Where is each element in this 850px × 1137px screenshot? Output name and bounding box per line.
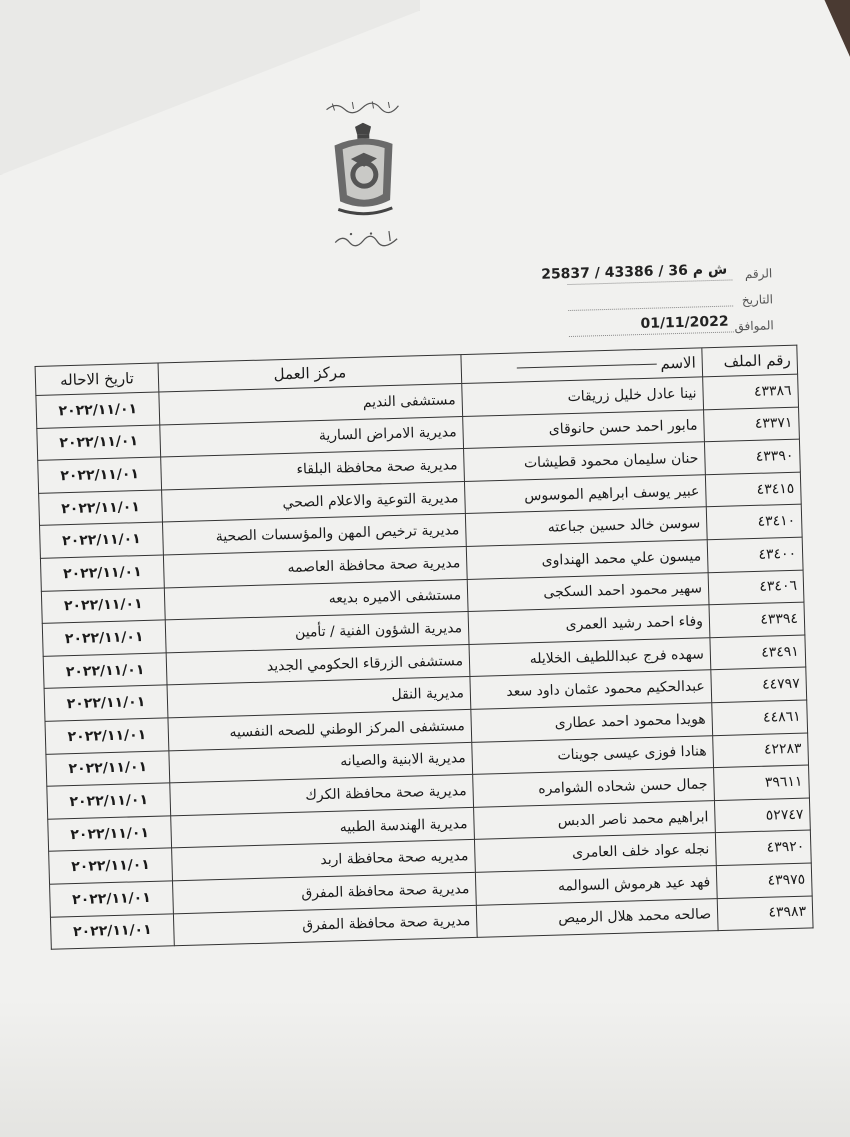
cell-file-no: ٤٣٩٧٥: [716, 863, 812, 898]
cell-file-no: ٤٣٤٩١: [710, 635, 806, 670]
letterhead: [302, 95, 426, 255]
corresponding-date-row: [553, 312, 774, 344]
cell-referral-date: ٢٠٢٢/١١/٠١: [42, 620, 166, 656]
cell-file-no: ٤٣٣٨٦: [703, 374, 799, 409]
basmala-calligraphy-icon: [322, 96, 402, 116]
cell-name: سهده فرج عبداللطيف الخلايله: [469, 637, 711, 676]
header-underline: [517, 364, 657, 369]
cell-name: عبير يوسف ابراهيم الموسوس: [464, 475, 706, 514]
reference-number-label: الرقم: [744, 266, 773, 282]
cell-file-no: ٤٣٩٨٣: [717, 895, 813, 930]
cell-referral-date: ٢٠٢٢/١١/٠١: [40, 522, 164, 558]
cell-referral-date: ٢٠٢٢/١١/٠١: [50, 881, 174, 917]
ministry-signature-calligraphy: [331, 227, 402, 251]
reference-block: [540, 260, 774, 344]
cell-referral-date: ٢٠٢٢/١١/٠١: [48, 816, 172, 852]
cell-referral-date: ٢٠٢٢/١١/٠١: [47, 783, 171, 819]
cell-work-center: مستشفى النديم: [159, 384, 463, 425]
date-label: التاريخ: [741, 292, 774, 308]
cell-referral-date: ٢٠٢٢/١١/٠١: [44, 685, 168, 721]
cell-name: نينا عادل خليل زريقات: [462, 377, 704, 416]
cell-referral-date: ٢٠٢٢/١١/٠١: [37, 425, 161, 461]
cell-work-center: مديرية الابنية والصيانه: [169, 742, 473, 783]
header-file-no: رقم الملف: [702, 345, 798, 377]
cell-file-no: ٣٩٦١١: [714, 765, 810, 800]
cell-referral-date: ٢٠٢٢/١١/٠١: [45, 718, 169, 754]
cell-file-no: ٤٣٣٧١: [704, 407, 800, 442]
cell-name: ميسون علي محمد الهنداوى: [466, 540, 708, 579]
cell-name: هنادا فوزى عيسى جوينات: [472, 735, 714, 774]
cell-work-center: مديرية التوعية والاعلام الصحي: [162, 481, 466, 522]
cell-referral-date: ٢٠٢٢/١١/٠١: [41, 587, 165, 623]
cell-work-center: مديرية الامراض السارية: [160, 416, 464, 457]
corresponding-date-value: 01/11/2022: [640, 313, 729, 333]
corresponding-date-label: الموافق: [734, 318, 774, 334]
cell-work-center: مديرية صحة محافظة المفرق: [173, 905, 477, 946]
cell-work-center: مديرية الشؤون الفنية / تأمين: [165, 612, 469, 653]
cell-name: صالحه محمد هلال الرميص: [476, 898, 718, 937]
cell-referral-date: ٢٠٢٢/١١/٠١: [43, 653, 167, 689]
cell-name: ابراهيم محمد ناصر الدبس: [474, 800, 716, 839]
cell-file-no: ٥٢٧٤٧: [714, 798, 810, 833]
cell-referral-date: ٢٠٢٢/١١/٠١: [46, 750, 170, 786]
cell-file-no: ٤٣٩٢٠: [715, 830, 811, 865]
cell-file-no: ٤٤٨٦١: [712, 700, 808, 735]
header-referral-date: تاريخ الاحاله: [35, 363, 159, 395]
table-body: [36, 374, 813, 949]
cell-work-center: مستشفى المركز الوطني للصحه النفسيه: [168, 709, 472, 750]
cell-referral-date: ٢٠٢٢/١١/٠١: [40, 555, 164, 591]
cell-name: فهد عيد هرموش السوالمه: [475, 866, 717, 905]
cell-name: سهير محمود احمد السكجى: [467, 572, 709, 611]
cell-name: مابور احمد حسن حانوقاى: [463, 409, 705, 448]
cell-file-no: ٤٣٤٠٦: [708, 570, 804, 605]
cell-file-no: ٤٢٢٨٣: [713, 733, 809, 768]
cell-work-center: مديرية الهندسة الطبيه: [171, 807, 475, 848]
header-name-label: الاسم: [660, 353, 696, 373]
dotted-line: [568, 305, 733, 311]
cell-referral-date: ٢٠٢٢/١١/٠١: [36, 392, 160, 428]
reference-number-value: ش م 36 / 43386 / 25837: [540, 261, 728, 283]
cell-file-no: ٤٣٤١٥: [705, 472, 801, 507]
coat-of-arms-icon: [328, 122, 401, 219]
cell-referral-date: ٢٠٢٢/١١/٠١: [50, 913, 174, 949]
document-content: [27, 84, 832, 1025]
cell-name: عبدالحكيم محمود عثمان داود سعد: [470, 670, 712, 709]
cell-referral-date: ٢٠٢٢/١١/٠١: [38, 457, 162, 493]
cell-file-no: ٤٣٤١٠: [706, 504, 802, 539]
cell-file-no: ٤٣٤٠٠: [707, 537, 803, 572]
cell-name: هويدا محمود احمد عطارى: [471, 703, 713, 742]
cell-file-no: ٤٣٣٩٤: [709, 602, 805, 637]
cell-work-center: مديريه صحة محافظة اربد: [172, 840, 476, 881]
cell-name: وفاء احمد رشيد العمرى: [468, 605, 710, 644]
cell-name: حنان سليمان محمود قطيشات: [464, 442, 706, 481]
dotted-line: [569, 331, 734, 337]
cell-name: جمال حسن شحاده الشوامره: [473, 768, 715, 807]
cell-work-center: مديرية النقل: [167, 677, 471, 718]
cell-work-center: مستشفى الاميره بديعه: [164, 579, 468, 620]
cell-work-center: مديرية صحة محافظة المفرق: [172, 872, 476, 913]
cell-work-center: مديرية صحة محافظة الكرك: [170, 775, 474, 816]
cell-file-no: ٤٤٧٩٧: [711, 667, 807, 702]
cell-work-center: مديرية صحة محافظة العاصمه: [163, 546, 467, 587]
header-work-center: مركز العمل: [158, 355, 462, 392]
cell-work-center: مستشفى الزرقاء الحكومي الجديد: [166, 644, 470, 685]
cell-name: نجله عواد خلف العامرى: [474, 833, 716, 872]
cell-work-center: مديرية ترخيص المهن والمؤسسات الصحية: [162, 514, 466, 555]
cell-referral-date: ٢٠٢٢/١١/٠١: [39, 490, 163, 526]
cell-name: سوسن خالد حسين جباعته: [465, 507, 707, 546]
cell-referral-date: ٢٠٢٢/١١/٠١: [49, 848, 173, 884]
cell-file-no: ٤٣٣٩٠: [704, 439, 800, 474]
cell-work-center: مديرية صحة محافظة البلقاء: [161, 449, 465, 490]
referral-table: [35, 345, 814, 950]
